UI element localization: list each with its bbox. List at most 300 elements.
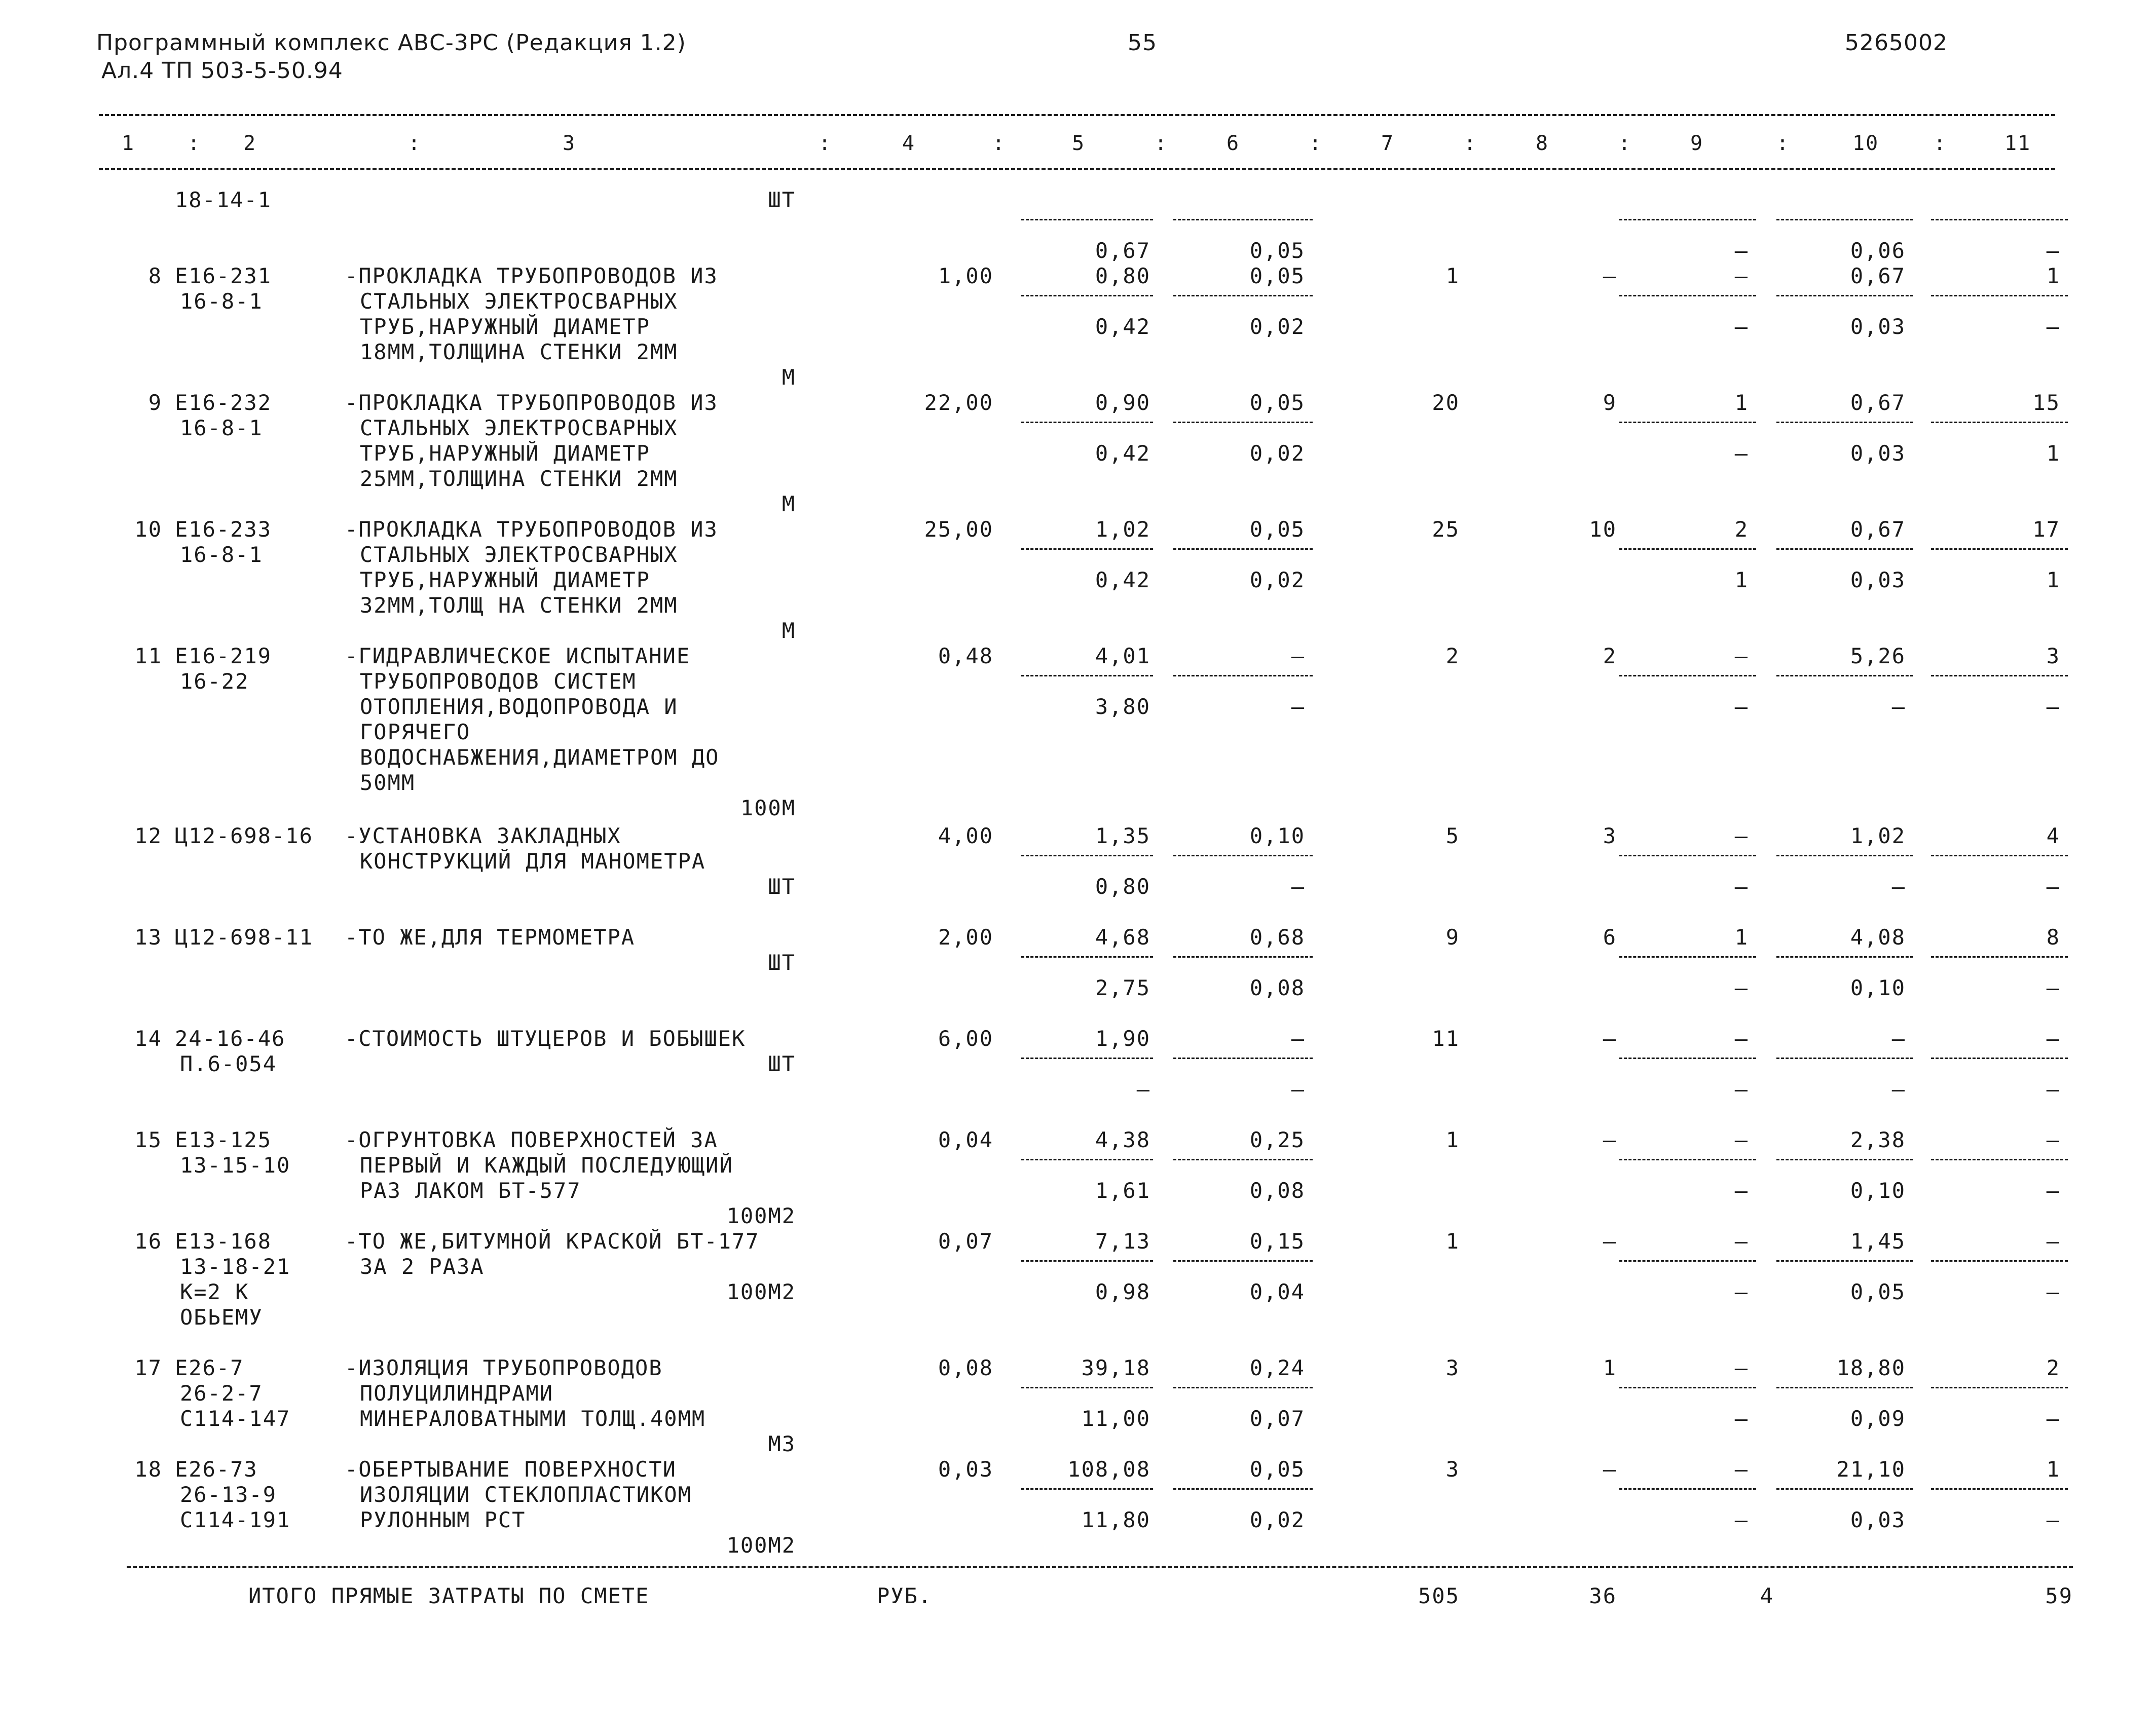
column-number: 2 [243,132,257,155]
value-separator [1021,1260,1153,1262]
value-separator [1619,1058,1756,1059]
value-col11-sub: – [2046,314,2060,339]
unit-cost-col5: 0,90 [1095,390,1150,415]
value-separator [1619,855,1756,856]
value-separator [1173,548,1313,550]
program-title: Программный комплекс АВС-3РС (Редакция 1.2) [96,30,686,56]
value-separator [1021,219,1153,220]
unit-cost-col5: 4,68 [1095,925,1150,950]
value-col11-sub: – [2046,1507,2060,1532]
quantity: 1,00 [938,263,993,288]
row-number: 13 [134,925,162,950]
value-col11-sub: – [2046,1077,2060,1102]
unit-cost-col5-sub: 0,67 [1095,238,1150,263]
work-description: -ПРОКЛАДКА ТРУБОПРОВОДОВ ИЗ [345,263,718,288]
unit-of-measure: ШТ [768,950,796,975]
value-separator [1173,1159,1313,1160]
unit-cost-col5-sub: 1,61 [1095,1178,1150,1203]
unit-cost-col6-sub: 0,02 [1249,1507,1305,1532]
unit-of-measure: ШТ [768,1051,796,1076]
column-separator: : [1464,132,1477,155]
value-separator [1173,219,1313,220]
value-separator [1619,1488,1756,1490]
unit-cost-col5-sub: 0,80 [1095,874,1150,899]
work-description: -ОГРУНТОВКА ПОВЕРХНОСТЕЙ ЗА [345,1127,718,1152]
total-cost-col7: 5 [1445,823,1460,848]
total-col8: 36 [1589,1583,1617,1608]
value-separator [1021,855,1153,856]
value-separator [1173,675,1313,676]
work-description: СТАЛЬНЫХ ЭЛЕКТРОСВАРНЫХ [360,289,678,314]
column-number: 11 [2004,132,2031,155]
unit-cost-col6-sub: – [1291,1077,1305,1102]
value-separator [1619,1260,1756,1262]
unit-cost-col5-sub: 0,42 [1095,568,1150,592]
work-description: -УСТАНОВКА ЗАКЛАДНЫХ [345,823,621,848]
value-col10-sub: 0,10 [1850,1178,1906,1203]
total-col9: 4 [1760,1583,1774,1608]
wage-col8: 3 [1603,823,1617,848]
wage-col8: – [1603,263,1617,288]
value-col9-sub: 1 [1734,568,1749,592]
unit-cost-col6-sub: 0,04 [1249,1279,1305,1304]
value-col10-sub: – [1891,694,1906,719]
value-col11-sub: – [2046,1178,2060,1203]
value-col11: 2 [2046,1355,2060,1380]
wage-col8: – [1603,1127,1617,1152]
column-separator: : [188,132,201,155]
norm-code: ОБЬЕМУ [180,1305,263,1330]
total-cost-col7: 11 [1432,1026,1460,1051]
work-description: -ОБЕРТЫВАНИЕ ПОВЕРХНОСТИ [345,1457,677,1482]
value-separator [1931,956,2068,958]
quantity: 0,08 [938,1355,993,1380]
value-col9: – [1734,1127,1749,1152]
value-separator [1931,1260,2068,1262]
column-number: 6 [1227,132,1240,155]
total-cost-col7: 9 [1445,925,1460,950]
row-number: 8 [148,263,162,288]
value-col11-sub: – [2046,1406,2060,1431]
unit-of-measure: 100М2 [726,1203,796,1228]
value-col9: – [1734,1355,1749,1380]
row-number: 16 [134,1229,162,1254]
value-separator [1931,1387,2068,1388]
unit-cost-col6-sub: 0,08 [1249,1178,1305,1203]
total-rule [127,1566,2073,1568]
value-col11: 1 [2046,263,2060,288]
value-separator [1776,855,1913,856]
value-separator [1931,422,2068,423]
value-separator [1173,1488,1313,1490]
value-separator [1173,956,1313,958]
value-col11-sub: – [2046,694,2060,719]
row-number: 9 [148,390,162,415]
work-description: ТРУБ,НАРУЖНЫЙ ДИАМЕТР [360,314,651,339]
value-col11: – [2046,1127,2060,1152]
column-number: 3 [563,132,576,155]
norm-code: 16-8-1 [180,542,263,567]
column-separator: : [1934,132,1947,155]
unit-cost-col6: 0,10 [1249,823,1305,848]
norm-code: Е16-233 [175,517,272,542]
value-col10-sub: 0,03 [1850,568,1906,592]
value-col11-sub: – [2046,975,2060,1000]
document-code: 5265002 [1845,30,1948,56]
value-col9-sub: – [1734,1178,1749,1203]
unit-cost-col6-sub: 0,02 [1249,314,1305,339]
total-cost-col7: 1 [1445,1229,1460,1254]
total-cost-col7: 20 [1432,390,1460,415]
value-col10-sub: 0,03 [1850,314,1906,339]
value-col10: 18,80 [1836,1355,1906,1380]
value-col10-sub: 0,03 [1850,1507,1906,1532]
value-col9-sub: – [1734,1279,1749,1304]
norm-code: 13-18-21 [180,1254,291,1279]
unit-cost-col6: 0,05 [1249,1457,1305,1482]
value-col11: 4 [2046,823,2060,848]
value-col9-sub: – [1734,874,1749,899]
unit-cost-col5-sub: 2,75 [1095,975,1150,1000]
quantity: 2,00 [938,925,993,950]
work-description: КОНСТРУКЦИЙ ДЛЯ МАНОМЕТРА [360,849,706,874]
value-separator [1021,1159,1153,1160]
value-separator [1776,675,1913,676]
column-separator: : [1776,132,1790,155]
value-separator [1931,1159,2068,1160]
norm-code: С114-147 [180,1406,291,1431]
row-number: 18 [134,1457,162,1482]
value-separator [1619,1159,1756,1160]
row-number: 12 [134,823,162,848]
total-cost-col7: 2 [1445,644,1460,668]
work-description: -ТО ЖЕ,ДЛЯ ТЕРМОМЕТРА [345,925,636,950]
unit-cost-col5: 1,90 [1095,1026,1150,1051]
value-separator [1776,956,1913,958]
column-number: 7 [1381,132,1395,155]
norm-code: К=2 К [180,1279,249,1304]
column-separator: : [819,132,832,155]
value-separator [1776,219,1913,220]
total-cost-col7: 1 [1445,1127,1460,1152]
work-description: -ПРОКЛАДКА ТРУБОПРОВОДОВ ИЗ [345,517,718,542]
value-col11: 17 [2032,517,2060,542]
value-col10: 5,26 [1850,644,1906,668]
work-description: ГОРЯЧЕГО [360,720,471,744]
value-col10: – [1891,1026,1906,1051]
value-col10-sub: 0,10 [1850,975,1906,1000]
quantity: 25,00 [924,517,993,542]
norm-code: 18-14-1 [175,187,272,212]
norm-code: Е26-73 [175,1457,258,1482]
unit-cost-col6: 0,15 [1249,1229,1305,1254]
column-separator: : [1618,132,1632,155]
column-separator: : [1309,132,1323,155]
norm-code: Е16-231 [175,263,272,288]
norm-code: Е16-232 [175,390,272,415]
norm-code: 26-2-7 [180,1381,263,1406]
table-top-rule [99,114,2055,116]
wage-col8: 6 [1603,925,1617,950]
column-number: 1 [122,132,135,155]
unit-cost-col5-sub: 0,42 [1095,441,1150,466]
value-separator [1931,295,2068,296]
value-separator [1619,675,1756,676]
value-col9: – [1734,263,1749,288]
quantity: 0,03 [938,1457,993,1482]
value-separator [1776,548,1913,550]
value-separator [1931,1058,2068,1059]
value-col11-sub: 1 [2046,568,2060,592]
value-col9: – [1734,1457,1749,1482]
value-col11: – [2046,1026,2060,1051]
value-col10-sub: 0,09 [1850,1406,1906,1431]
unit-of-measure: М3 [768,1431,796,1456]
value-col9-sub: – [1734,238,1749,263]
row-number: 17 [134,1355,162,1380]
quantity: 22,00 [924,390,993,415]
value-separator [1173,1387,1313,1388]
unit-cost-col5: 108,08 [1067,1457,1150,1482]
value-separator [1931,219,2068,220]
value-col10: 21,10 [1836,1457,1906,1482]
value-col11: – [2046,1229,2060,1254]
unit-of-measure: 100М2 [726,1533,796,1558]
norm-code: 16-22 [180,669,249,694]
value-col10: 0,67 [1850,263,1906,288]
work-description: 25ММ,ТОЛЩИНА СТЕНКИ 2ММ [360,466,678,491]
work-description: 50ММ [360,770,416,795]
value-col9: 1 [1734,925,1749,950]
value-col10: 4,08 [1850,925,1906,950]
unit-of-measure: 100М2 [726,1279,796,1304]
work-description: -ТО ЖЕ,БИТУМНОЙ КРАСКОЙ БТ-177 [345,1229,760,1254]
work-description: ТРУБ,НАРУЖНЫЙ ДИАМЕТР [360,441,651,466]
quantity: 4,00 [938,823,993,848]
total-col11: 59 [2045,1583,2073,1608]
norm-code: Ц12-698-11 [175,925,313,950]
unit-cost-col6-sub: – [1291,694,1305,719]
unit-of-measure: М [782,618,796,643]
work-description: ПЕРВЫЙ И КАЖДЫЙ ПОСЛЕДУЮЩИЙ [360,1153,733,1178]
work-description: ПОЛУЦИЛИНДРАМИ [360,1381,554,1406]
page-number: 55 [1128,30,1157,56]
value-col9: – [1734,1026,1749,1051]
value-separator [1619,219,1756,220]
value-separator [1931,1488,2068,1490]
wage-col8: 9 [1603,390,1617,415]
value-separator [1021,295,1153,296]
work-description: 18ММ,ТОЛЩИНА СТЕНКИ 2ММ [360,339,678,364]
value-col11: 1 [2046,1457,2060,1482]
value-separator [1021,1488,1153,1490]
work-description: -ГИДРАВЛИЧЕСКОЕ ИСПЫТАНИЕ [345,644,691,668]
work-description: -СТОИМОСТЬ ШТУЦЕРОВ И БОБЫШЕК [345,1026,746,1051]
wage-col8: 1 [1603,1355,1617,1380]
total-cost-col7: 3 [1445,1457,1460,1482]
norm-code: 16-8-1 [180,289,263,314]
norm-code: 16-8-1 [180,416,263,440]
unit-cost-col5: 0,80 [1095,263,1150,288]
unit-cost-col6-sub: 0,07 [1249,1406,1305,1431]
unit-cost-col5-sub: 0,42 [1095,314,1150,339]
quantity: 0,48 [938,644,993,668]
total-col7: 505 [1418,1583,1460,1608]
norm-code: Е16-219 [175,644,272,668]
unit-cost-col6-sub: 0,02 [1249,568,1305,592]
unit-of-measure: 100М [740,796,796,820]
unit-cost-col6: – [1291,644,1305,668]
column-separator: : [408,132,422,155]
value-col10: 1,45 [1850,1229,1906,1254]
unit-cost-col6-sub: 0,08 [1249,975,1305,1000]
value-separator [1619,295,1756,296]
value-col9-sub: – [1734,1406,1749,1431]
value-col11-sub: – [2046,238,2060,263]
row-number: 10 [134,517,162,542]
work-description: -ИЗОЛЯЦИЯ ТРУБОПРОВОДОВ [345,1355,663,1380]
work-description: РАЗ ЛАКОМ БТ-577 [360,1178,581,1203]
unit-of-measure: М [782,492,796,516]
total-label: ИТОГО ПРЯМЫЕ ЗАТРАТЫ ПО СМЕТЕ [248,1583,650,1608]
value-col10: 1,02 [1850,823,1906,848]
value-col10: 2,38 [1850,1127,1906,1152]
value-col11: 8 [2046,925,2060,950]
value-separator [1776,1159,1913,1160]
column-separator: : [992,132,1006,155]
unit-cost-col6: 0,05 [1249,390,1305,415]
value-separator [1173,1260,1313,1262]
norm-code: Е13-125 [175,1127,272,1152]
norm-code: Ц12-698-16 [175,823,313,848]
work-description: -ПРОКЛАДКА ТРУБОПРОВОДОВ ИЗ [345,390,718,415]
value-separator [1173,1058,1313,1059]
unit-cost-col6-sub: – [1291,874,1305,899]
column-number: 4 [902,132,916,155]
column-number: 8 [1536,132,1549,155]
value-separator [1931,675,2068,676]
total-cost-col7: 25 [1432,517,1460,542]
column-number: 10 [1852,132,1879,155]
value-separator [1776,1387,1913,1388]
value-col9-sub: – [1734,694,1749,719]
column-separator: : [1155,132,1168,155]
unit-cost-col5: 1,35 [1095,823,1150,848]
unit-cost-col5: 39,18 [1081,1355,1150,1380]
value-col9-sub: – [1734,975,1749,1000]
value-separator [1931,548,2068,550]
norm-code: Е26-7 [175,1355,244,1380]
wage-col8: – [1603,1026,1617,1051]
value-col9: 2 [1734,517,1749,542]
work-description: ИЗОЛЯЦИИ СТЕКЛОПЛАСТИКОМ [360,1482,692,1507]
unit-cost-col5-sub: 11,00 [1081,1406,1150,1431]
unit-cost-col5-sub: 11,80 [1081,1507,1150,1532]
unit-cost-col5-sub: 3,80 [1095,694,1150,719]
value-col11: 15 [2032,390,2060,415]
wage-col8: – [1603,1229,1617,1254]
column-number: 9 [1690,132,1704,155]
value-col9: – [1734,644,1749,668]
unit-cost-col5: 7,13 [1095,1229,1150,1254]
value-separator [1173,295,1313,296]
unit-of-measure: М [782,365,796,390]
wage-col8: – [1603,1457,1617,1482]
value-col10-sub: 0,06 [1850,238,1906,263]
value-col9-sub: – [1734,314,1749,339]
column-number: 5 [1072,132,1086,155]
value-separator [1776,422,1913,423]
unit-cost-col5-sub: – [1136,1077,1150,1102]
work-description: РУЛОННЫМ РСТ [360,1507,526,1532]
value-col9-sub: – [1734,441,1749,466]
value-separator [1776,1488,1913,1490]
unit-cost-col6: 0,24 [1249,1355,1305,1380]
value-separator [1619,548,1756,550]
value-col9-sub: – [1734,1507,1749,1532]
row-number: 11 [134,644,162,668]
value-col10-sub: – [1891,1077,1906,1102]
value-col10: 0,67 [1850,517,1906,542]
norm-code: П.6-054 [180,1051,277,1076]
row-number: 15 [134,1127,162,1152]
row-number: 14 [134,1026,162,1051]
unit-cost-col6: 0,68 [1249,925,1305,950]
quantity: 0,04 [938,1127,993,1152]
total-cost-col7: 3 [1445,1355,1460,1380]
unit-cost-col6: – [1291,1026,1305,1051]
value-col9: – [1734,1229,1749,1254]
value-separator [1776,1260,1913,1262]
total-cost-col7: 1 [1445,263,1460,288]
value-separator [1619,422,1756,423]
value-col10-sub: 0,03 [1850,441,1906,466]
value-col9: 1 [1734,390,1749,415]
unit-cost-col5: 1,02 [1095,517,1150,542]
value-separator [1619,956,1756,958]
value-separator [1021,956,1153,958]
unit-cost-col5: 4,38 [1095,1127,1150,1152]
unit-cost-col5: 4,01 [1095,644,1150,668]
value-col11-sub: – [2046,874,2060,899]
value-col11-sub: – [2046,1279,2060,1304]
value-col9: – [1734,823,1749,848]
value-col9-sub: – [1734,1077,1749,1102]
total-unit: РУБ. [877,1583,933,1608]
norm-code: С114-191 [180,1507,291,1532]
unit-cost-col6: 0,05 [1249,517,1305,542]
work-description: СТАЛЬНЫХ ЭЛЕКТРОСВАРНЫХ [360,542,678,567]
unit-cost-col6-sub: 0,02 [1249,441,1305,466]
value-col11: 3 [2046,644,2060,668]
value-separator [1776,1058,1913,1059]
value-col11-sub: 1 [2046,441,2060,466]
album-reference: Ал.4 ТП 503-5-50.94 [101,58,343,84]
unit-of-measure: ШТ [768,874,796,899]
quantity: 6,00 [938,1026,993,1051]
work-description: ТРУБ,НАРУЖНЫЙ ДИАМЕТР [360,568,651,592]
quantity: 0,07 [938,1229,993,1254]
value-separator [1021,548,1153,550]
work-description: МИНЕРАЛОВАТНЫМИ ТОЛЩ.40ММ [360,1406,706,1431]
norm-code: 24-16-46 [175,1026,286,1051]
unit-cost-col6-sub: 0,05 [1249,238,1305,263]
value-col10: 0,67 [1850,390,1906,415]
value-col10-sub: 0,05 [1850,1279,1906,1304]
norm-code: Е13-168 [175,1229,272,1254]
value-separator [1173,422,1313,423]
value-separator [1931,855,2068,856]
